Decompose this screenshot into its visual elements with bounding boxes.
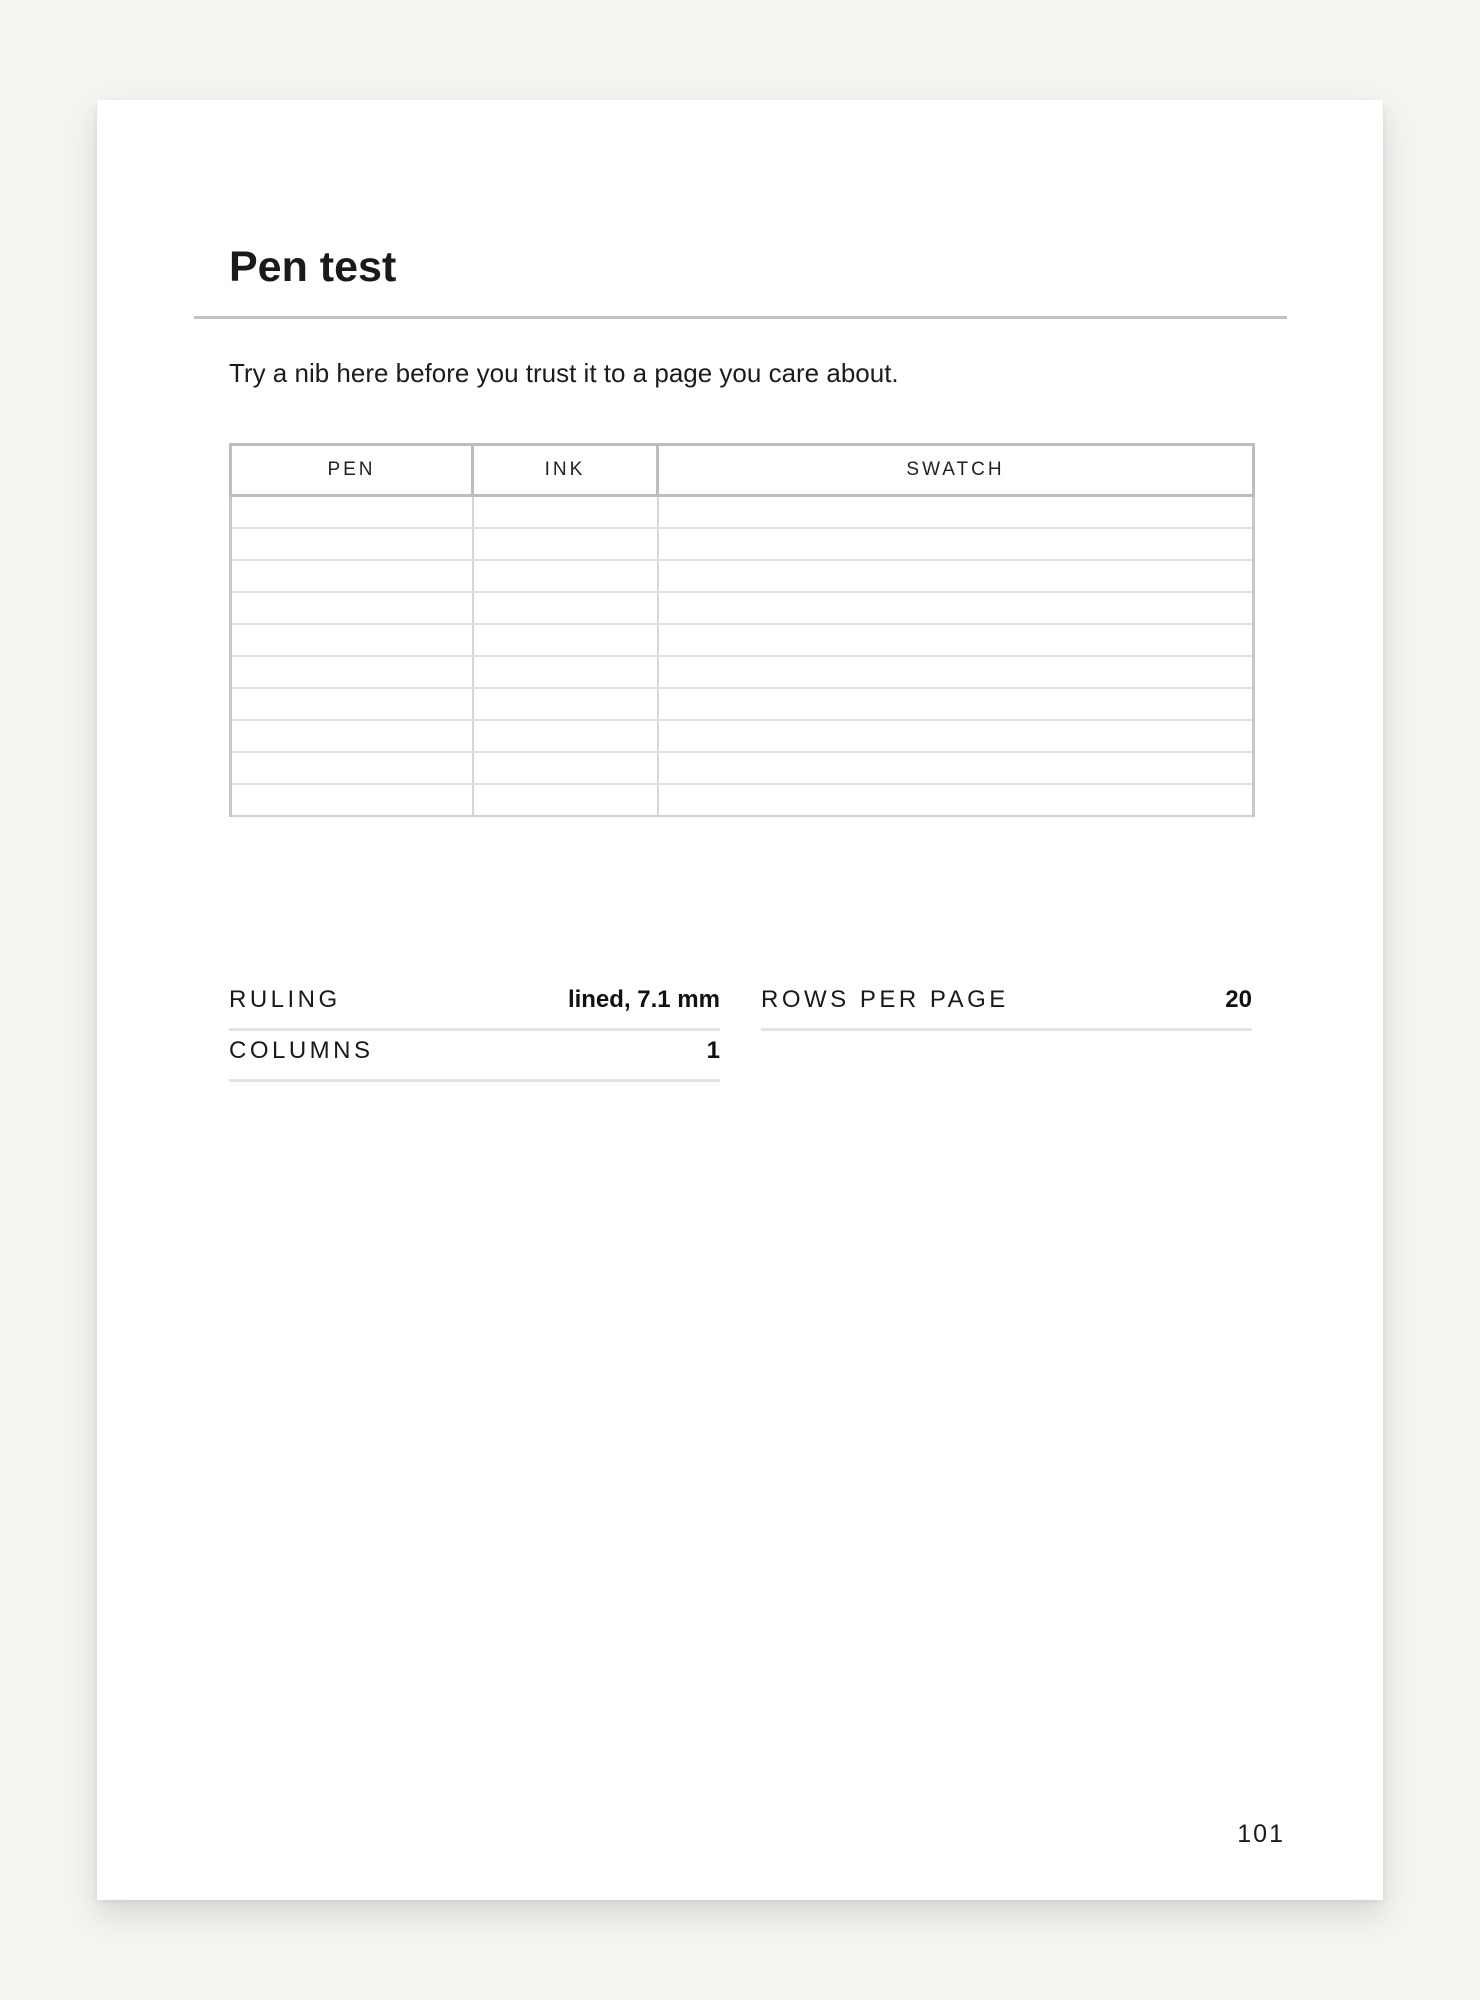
pen-test-table — [229, 443, 1255, 817]
swatch-cell — [658, 784, 1254, 816]
pen-cell — [231, 528, 473, 560]
table-row — [231, 656, 1254, 688]
table-row — [231, 592, 1254, 624]
pen-cell — [231, 496, 473, 529]
ink-cell — [473, 592, 658, 624]
ink-cell — [473, 688, 658, 720]
table-row — [231, 784, 1254, 816]
column-header-swatch: SWATCH — [658, 445, 1254, 496]
ink-cell — [473, 720, 658, 752]
intro-text: Try a nib here before you trust it to a page you care about. — [229, 358, 899, 388]
swatch-cell — [658, 688, 1254, 720]
spec-rows-per-page-value: 20 — [1225, 986, 1252, 1013]
table-row — [231, 720, 1254, 752]
ink-cell — [473, 560, 658, 592]
spec-columns-value: 1 — [706, 1037, 720, 1064]
ink-cell — [473, 784, 658, 816]
spec-ruling-value: lined, 7.1 mm — [567, 986, 720, 1013]
notebook-page — [97, 100, 1383, 1900]
spec-rows-per-page-label: ROWS PER PAGE — [761, 986, 1009, 1013]
ink-cell — [473, 624, 658, 656]
swatch-cell — [658, 560, 1254, 592]
swatch-cell — [658, 592, 1254, 624]
pen-cell — [231, 560, 473, 592]
pen-cell — [231, 720, 473, 752]
spec-rows-per-page — [761, 980, 1252, 1031]
pen-cell — [231, 752, 473, 784]
spec-ruling — [229, 980, 720, 1031]
swatch-cell — [658, 624, 1254, 656]
swatch-cell — [658, 528, 1254, 560]
table-body — [231, 496, 1254, 817]
pen-cell — [231, 624, 473, 656]
table-row — [231, 688, 1254, 720]
pen-cell — [231, 784, 473, 816]
ink-cell — [473, 528, 658, 560]
page-number: 101 — [1237, 1820, 1285, 1848]
page-title: Pen test — [229, 243, 397, 291]
ink-cell — [473, 752, 658, 784]
title-divider — [194, 316, 1287, 319]
pen-cell — [231, 656, 473, 688]
table-row — [231, 528, 1254, 560]
table-row — [231, 496, 1254, 529]
table-row — [231, 560, 1254, 592]
pen-cell — [231, 688, 473, 720]
ink-cell — [473, 496, 658, 529]
spec-columns — [229, 1031, 720, 1082]
ink-cell — [473, 656, 658, 688]
table-row — [231, 752, 1254, 784]
spec-ruling-label: RULING — [229, 986, 341, 1013]
table-header-row — [231, 445, 1254, 496]
swatch-cell — [658, 720, 1254, 752]
column-header-pen: PEN — [231, 445, 473, 496]
swatch-cell — [658, 656, 1254, 688]
swatch-cell — [658, 496, 1254, 529]
pen-cell — [231, 592, 473, 624]
column-header-ink: INK — [473, 445, 658, 496]
swatch-cell — [658, 752, 1254, 784]
spec-columns-label: COLUMNS — [229, 1037, 374, 1064]
table-row — [231, 624, 1254, 656]
